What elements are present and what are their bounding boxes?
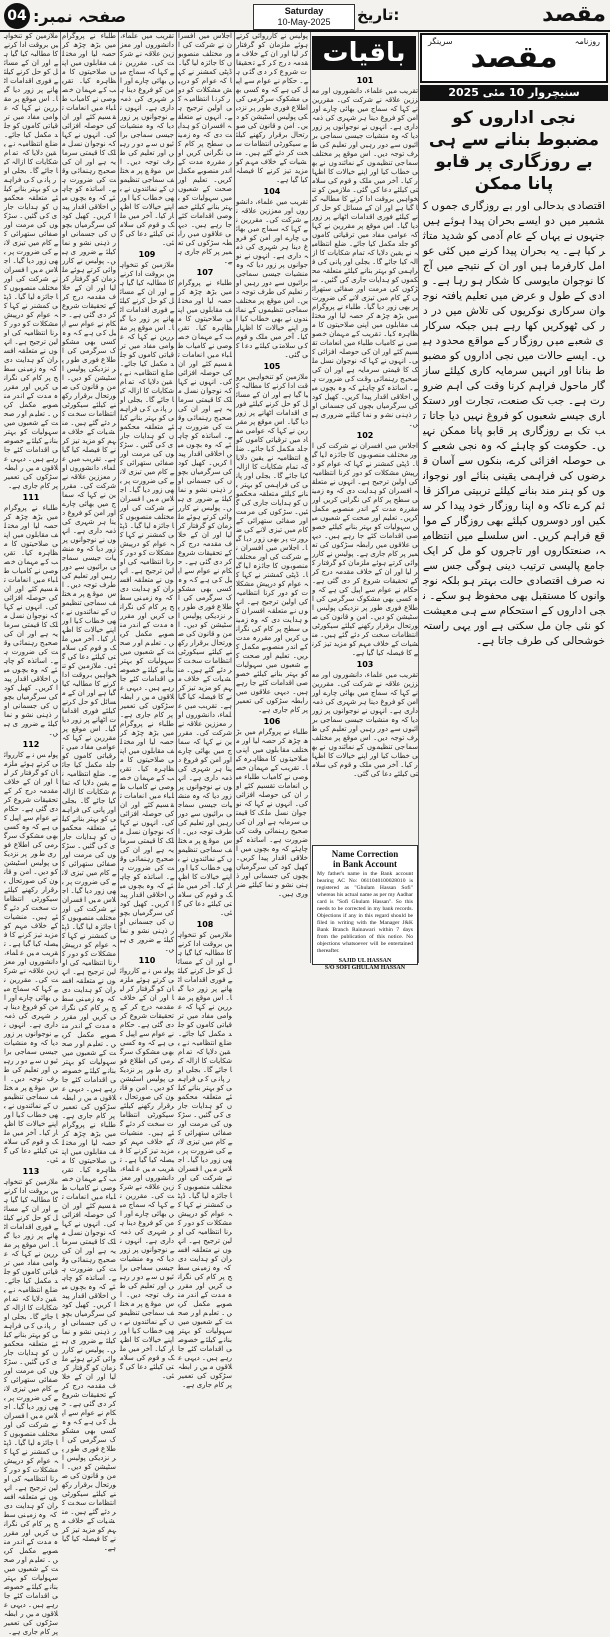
column-2-text-f: طلباء نے پروگرام میں بڑھ چڑھ کر حصہ لیا اور مختلف مقابلوں میں اپنی صلاحیتوں کا مظاہرہ کیا۔ تقریب کے مہمان خصوصی نے کامیاب طلباء میں انعامات تقسیم کئے اور ان کی حوصلہ افزائی کی۔ انہوں نے کہا کہ نوجوان نسل ملک کا قیمتی سرمایہ ہے اور ان کی صحیح رہنمائی وقت کی ضرورت ہے۔ اساتذہ کو چاہئے کہ وہ بچوں میں اخلاقی اقدار پیدا کریں۔ کھیل کود کی سرگرمیاں بچوں کی جسمانی اور ذہنی نشو و نما کیلئے ضروری ہیں۔ [62, 1121, 116, 1354]
section-106-number: 106 [263, 717, 281, 726]
column-5-text-c: ملازمین کو تنخواہیں بروقت ادا کرنے کا مطالبہ کیا گیا ہے اور ان کے مسائل کو حل کرنے کیلئے فوری اقدامات اٹھانے پر زور دیا گیا۔ اس موقع پر مقررین نے کہا کہ عوامی مفاد میں ترقیاتی کاموں کو جلد مکمل کیا جائے۔ ضلع انتظامیہ نے یقین دلایا کہ تمام شکایات کا ازالہ کیا جائے گا۔ بجلی اور پانی کی فراہمی کو بہتر بنانے کیلئے متعلقہ محکموں کو ہدایات جاری کی گئیں۔ سڑکوں کی مرمت اور صفائی ستھرائی کے کام میں تیزی لانے کی ضرورت پر بھی زور دیا گیا۔ [236, 373, 308, 552]
column-4-text: اجلاس میں افسران نے شرکت کی اور مختلف منصوبوں کا جائزہ لیا گیا۔ ڈپٹی کمشنر نے کہا کہ عوام کو درپیش مشکلات کو دور کرنا انتظامیہ کی اولین ترجیح ہے۔ انہوں نے متعلقہ افسران کو ہدایت دی کہ وہ زمینی سطح پر کام کی نگرانی کریں اور مقررہ مدت کے اندر منصوبے مکمل کریں۔ تعلیم اور صحت کے شعبوں میں سہولیات کو بہتر بنانے کیلئے خصوصی اقدامات کئے جا رہے ہیں۔ دیہی علاقوں میں رابطہ سڑکوں کی تعمیر پر کام جاری ہے۔ [178, 32, 232, 265]
page-number-label: صفحہ نمبر: [33, 6, 127, 26]
column-3 [120, 32, 174, 1380]
column-5-text-e: طلباء نے پروگرام میں بڑھ چڑھ کر حصہ لیا اور مختلف مقابلوں میں اپنی صلاحیتوں کا مظاہرہ کیا۔ تقریب کے مہمان خصوصی نے کامیاب طلباء میں انعامات تقسیم کئے اور ان کی حوصلہ افزائی کی۔ انہوں نے کہا کہ نوجوان نسل ملک کا قیمتی سرمایہ ہے اور ان کی صحیح رہنمائی وقت کی ضرورت ہے۔ اساتذہ کو چاہئے کہ وہ بچوں میں اخلاقی اقدار پیدا کریں۔ کھیل کود کی سرگرمیاں بچوں کی جسمانی اور ذہنی نشو و نما کیلئے ضروری ہیں۔ [236, 728, 308, 898]
name-correction-notice [312, 845, 418, 971]
column-1-text-e: ملازمین کو تنخواہیں بروقت ادا کرنے کا مطالبہ کیا گیا ہے اور ان کے مسائل کو حل کرنے کیلئے فوری اقدامات اٹھانے پر زور دیا گیا۔ اس موقع پر مقررین نے کہا کہ عوامی مفاد میں ترقیاتی کاموں کو جلد مکمل کیا جائے۔ ضلع انتظامیہ نے یقین دلایا کہ تمام شکایات کا ازالہ کیا جائے گا۔ بجلی اور پانی کی فراہمی کو بہتر بنانے کیلئے متعلقہ محکموں کو ہدایات جاری کی گئیں۔ سڑکوں کی مرمت اور صفائی ستھرائی کے کام میں تیزی لانے کی ضرورت پر بھی زور دیا گیا۔ [4, 1178, 58, 1411]
column-6-text-c: طلباء نے پروگرام میں بڑھ چڑھ کر حصہ لیا اور مختلف مقابلوں میں اپنی صلاحیتوں کا مظاہرہ کیا۔ تقریب کے مہمان خصوصی نے کامیاب طلباء میں انعامات تقسیم کئے اور ان کی حوصلہ افزائی کی۔ انہوں نے کہا کہ نوجوان نسل ملک کا قیمتی سرمایہ ہے اور ان کی صحیح رہنمائی وقت کی ضرورت ہے۔ اساتذہ کو چاہئے کہ وہ بچوں میں اخلاقی اقدار پیدا کریں۔ کھیل کود کی سرگرمیاں بچوں کی جسمانی اور ذہنی نشو و نما کیلئے ضروری ہیں۔ [312, 303, 418, 428]
section-105-number: 105 [263, 362, 281, 371]
column-1-text-f: اجلاس میں افسران نے شرکت کی اور مختلف منصوبوں کا جائزہ لیا گیا۔ ڈپٹی کمشنر نے کہا کہ عوام کو درپیش مشکلات کو دور کرنا انتظامیہ کی اولین ترجیح ہے۔ انہوں نے متعلقہ افسران کو ہدایت دی کہ وہ زمینی سطح پر کام کی نگرانی کریں اور مقررہ مدت کے اندر منصوبے مکمل کریں۔ تعلیم اور صحت کے شعبوں میں سہولیات کو بہتر بنانے کیلئے خصوصی اقدامات کئے جا رہے ہیں۔ دیہی علاقوں میں رابطہ سڑکوں کی تعمیر پر کام جاری ہے۔ [4, 1403, 58, 1636]
baqiyat-banner: باقیات [312, 36, 416, 70]
notice-signature-father: S/O SOFI GHULAM HASSAN [324, 965, 406, 971]
page-number-badge: 04 [4, 3, 30, 29]
column-4 [178, 32, 233, 1389]
notice-body: My father's name in the Bank account bearing AC No: 0611040100028010 is registered as "Ghulam Hassan Sofi" whereas his actual name as per my Aadhar card is "Sofi Ghulam Hassan". So this needs to be corrected in my bank records. Objections if any in this regard should be filed in writing with the Manager J&K Bank Branch Rainawari within 7 days from the publication of this notice. No objections whatsoever will be entertained thereafter. [317, 871, 413, 954]
column-5-text: پولیس نے کارروائی کرتے ہوئے ملزمان کو گرفتار کر لیا اور ان کے خلاف مقدمہ درج کر کے تحقیقات شروع کر دی گئی ہے۔ حکام نے عوام سے اپیل کی ہے کہ وہ کسی بھی مشکوک سرگرمی کی اطلاع فوری طور پر نزدیکی پولیس اسٹیشن کو دیں۔ امن و قانون کی صورتحال برقرار رکھنے کیلئے سیکورٹی انتظامات سخت کر دئے گئے ہیں۔ منشیات کے خلاف مہم کو مزید تیز کرنے کا فیصلہ کیا گیا ہے۔ [236, 32, 308, 184]
column-divider [118, 32, 119, 963]
editorial-section [420, 33, 608, 933]
editorial-name: مقصد [470, 40, 558, 75]
column-4-text-b: طلباء نے پروگرام میں بڑھ چڑھ کر حصہ لیا اور مختلف مقابلوں میں اپنی صلاحیتوں کا مظاہرہ کیا۔ تقریب کے مہمان خصوصی نے کامیاب طلباء میں انعامات تقسیم کئے اور ان کی حوصلہ افزائی کی۔ انہوں نے کہا کہ نوجوان نسل ملک کا قیمتی سرمایہ ہے اور ان کی صحیح رہنمائی وقت کی ضرورت ہے۔ اساتذہ کو چاہئے کہ وہ بچوں میں اخلاقی اقدار پیدا کریں۔ کھیل کود کی سرگرمیاں بچوں کی جسمانی اور ذہنی نشو و نما کیلئے ضروری ہیں۔ [178, 279, 232, 512]
column-6-text-d: اجلاس میں افسران نے شرکت کی اور مختلف منصوبوں کا جائزہ لیا گیا۔ ڈپٹی کمشنر نے کہا کہ عوام کو درپیش مشکلات کو دور کرنا انتظامیہ کی اولین ترجیح ہے۔ انہوں نے متعلقہ افسران کو ہدایت دی کہ وہ زمینی سطح پر کام کی نگرانی کریں اور مقررہ مدت کے اندر منصوبے مکمل کریں۔ تعلیم اور صحت کے شعبوں میں سہولیات کو بہتر بنانے کیلئے خصوصی اقدامات کئے جا رہے ہیں۔ دیہی علاقوں میں رابطہ سڑکوں کی تعمیر پر کام جاری ہے۔ [312, 442, 418, 558]
column-divider [234, 32, 235, 963]
column-6-text-f: تقریب میں علماء، دانشوروں اور معززین علاقہ نے شرکت کی۔ مقررین نے کہا کہ سماج میں بھائی چارے اور امن کو فروغ دینا ہر شہری کی ذمہ داری ہے۔ انہوں نے نوجوانوں پر زور دیا کہ وہ منشیات جیسی سماجی برائیوں سے دور رہیں اور تعلیم کی طرف توجہ دیں۔ اس موقع پر مختلف سماجی تنظیموں کے نمائندوں نے بھی خطاب کیا اور اپنے خیالات کا اظہار کیا۔ آخر میں ملک و قوم کی سلامتی کیلئے دعا کی گئی۔ [312, 671, 418, 778]
masthead: مقصد [542, 2, 606, 27]
date-box [253, 4, 355, 30]
date-label: تاریخ: [357, 6, 400, 24]
column-3-text-c: اجلاس میں افسران نے شرکت کی اور مختلف منصوبوں کا جائزہ لیا گیا۔ ڈپٹی کمشنر نے کہا کہ عوام کو درپیش مشکلات کو دور کرنا انتظامیہ کی اولین ترجیح ہے۔ انہوں نے متعلقہ افسران کو ہدایت دی کہ وہ زمینی سطح پر کام کی نگرانی کریں اور مقررہ مدت کے اندر منصوبے مکمل کریں۔ تعلیم اور صحت کے شعبوں میں سہولیات کو بہتر بنانے کیلئے خصوصی اقدامات کئے جا رہے ہیں۔ دیہی علاقوں میں رابطہ سڑکوں کی تعمیر پر کام جاری ہے۔ [120, 486, 174, 719]
column-3-text-f: تقریب میں علماء، دانشوروں اور معززین علاقہ نے شرکت کی۔ مقررین نے کہا کہ سماج میں بھائی چارے اور امن کو فروغ دینا ہر شہری کی ذمہ داری ہے۔ انہوں نے نوجوانوں پر زور دیا کہ وہ منشیات جیسی سماجی برائیوں سے دور رہیں اور تعلیم کی طرف توجہ دیں۔ اس موقع پر مختلف سماجی تنظیموں کے نمائندوں نے بھی خطاب کیا اور اپنے خیالات کا اظہار کیا۔ آخر میں ملک و قوم کی سلامتی کیلئے دعا کی گئی۔ [120, 1156, 174, 1380]
column-2-text: طلباء نے پروگرام میں بڑھ چڑھ کر حصہ لیا اور مختلف مقابلوں میں اپنی صلاحیتوں کا مظاہرہ کیا۔ تقریب کے مہمان خصوصی نے کامیاب طلباء میں انعامات تقسیم کئے اور ان کی حوصلہ افزائی کی۔ انہوں نے کہا کہ نوجوان نسل ملک کا قیمتی سرمایہ ہے اور ان کی صحیح رہنمائی وقت کی ضرورت ہے۔ اساتذہ کو چاہئے کہ وہ بچوں میں اخلاقی اقدار پیدا کریں۔ کھیل کود کی سرگرمیاں بچوں کی جسمانی اور ذہنی نشو و نما کیلئے ضروری ہیں۔ [62, 32, 116, 265]
notice-title-1: Name Correction [331, 849, 399, 859]
editorial-dateline: سنیچروار 10 مئی 2025 [420, 85, 608, 101]
column-6-text-b: ملازمین کو تنخواہیں بروقت ادا کرنے کا مطالبہ کیا گیا ہے اور ان کے مسائل کو حل کرنے کیلئے فوری اقدامات اٹھانے پر زور دیا گیا۔ اس موقع پر مقررین نے کہا کہ عوامی مفاد میں ترقیاتی کاموں کو جلد مکمل کیا جائے۔ ضلع انتظامیہ نے یقین دلایا کہ تمام شکایات کا ازالہ کیا جائے گا۔ بجلی اور پانی کی فراہمی کو بہتر بنانے کیلئے متعلقہ محکموں کو ہدایات جاری کی گئیں۔ سڑکوں کی مرمت اور صفائی ستھرائی کے کام میں تیزی لانے کی ضرورت پر بھی زور دیا گیا۔ [312, 186, 418, 311]
notice-title-2: in Bank Account [332, 859, 398, 869]
column-4-text-e: ملازمین کو تنخواہیں بروقت ادا کرنے کا مطالبہ کیا گیا ہے اور ان کے مسائل کو حل کرنے کیلئے فوری اقدامات اٹھانے پر زور دیا گیا۔ اس موقع پر مقررین نے کہا کہ عوامی مفاد میں ترقیاتی کاموں کو جلد مکمل کیا جائے۔ ضلع انتظامیہ نے یقین دلایا کہ تمام شکایات کا ازالہ کیا جائے گا۔ بجلی اور پانی کی فراہمی کو بہتر بنانے کیلئے متعلقہ محکموں کو ہدایات جاری کی گئیں۔ سڑکوں کی مرمت اور صفائی ستھرائی کے کام میں تیزی لانے کی ضرورت پر بھی زور دیا گیا۔ [178, 931, 232, 1164]
column-divider [60, 32, 61, 963]
editorial-headline: نجی اداروں کو مضبوط بنانے سے ہی بے روزگاری پر قابو پانا ممکن [428, 108, 600, 194]
column-2-text-c: تقریب میں علماء، دانشوروں اور معززین علاقہ نے شرکت کی۔ مقررین نے کہا کہ سماج میں بھائی چارے اور امن کو فروغ دینا ہر شہری کی ذمہ داری ہے۔ انہوں نے نوجوانوں پر زور دیا کہ وہ منشیات جیسی سماجی برائیوں سے دور رہیں اور تعلیم کی طرف توجہ دیں۔ اس موقع پر مختلف سماجی تنظیموں کے نمائندوں نے بھی خطاب کیا اور اپنے خیالات کا اظہار کیا۔ آخر میں ملک و قوم کی سلامتی کیلئے دعا کی گئی۔ [62, 455, 116, 670]
column-divider [418, 32, 419, 963]
column-6 [312, 74, 418, 841]
editorial-body: اقتصادی بدحالی اور بے روزگاری جموں کشمیر میں دو ایسے بحران پیدا ہوئے ہیں جنہوں نے یہاں کے عام آدمی کو شدید متاثر کیا ہے۔ یہ بحران پیدا کرنے میں کئی عوامل کارفرما ہیں اور ان کے نتیجے میں آج کا نوجوان مایوسی کا شکار ہو رہا ہے۔ وادی کے طول و عرض میں تعلیم یافتہ نوجوان سرکاری نوکریوں کی تلاش میں در در کی ٹھوکریں کھا رہے ہیں جبکہ سرکاری شعبے میں روزگار کے مواقع محدود ہیں۔ ایسے حالات میں نجی اداروں کو مضبوط بنانا اور انہیں سرمایہ کاری کیلئے ساز گار ماحول فراہم کرنا وقت کی اہم ضرورت ہے۔ جب تک صنعت، تجارت اور دستکاری جیسے شعبوں کو فروغ نہیں دیا جاتا تب تک بے روزگاری پر قابو پانا ممکن نہیں۔ حکومت کو چاہئے کہ وہ نجی شعبے کی حوصلہ افزائی کرے، بنکوں سے آسان قرضوں کی فراہمی یقینی بنائے اور نوجوانوں کو ہنر مند بنانے کیلئے تربیتی مراکز قائم کرے تاکہ وہ اپنا روزگار خود پیدا کر سکیں اور دوسروں کیلئے بھی روزگار کے مواقع فراہم کریں۔ اس سلسلے میں انتظامیہ، صنعتکاروں اور تاجروں کو مل کر ایک جامع پالیسی ترتیب دینی ہوگی جس سے نہ صرف اقتصادی حالت بہتر ہو بلکہ نوجوانوں کا مستقبل بھی محفوظ ہو سکے۔ نجی اداروں کے استحکام سے ہی معیشت کو نئی جان مل سکتی ہے اور یہی راستہ خوشحالی کی طرف جاتا ہے۔ [423, 200, 605, 647]
column-5-text-b: تقریب میں علماء، دانشوروں اور معززین علاقہ نے شرکت کی۔ مقررین نے کہا کہ سماج میں بھائی چارے اور امن کو فروغ دینا ہر شہری کی ذمہ داری ہے۔ انہوں نے نوجوانوں پر زور دیا کہ وہ منشیات جیسی سماجی برائیوں سے دور رہیں اور تعلیم کی طرف توجہ دیں۔ اس موقع پر مختلف سماجی تنظیموں کے نمائندوں نے بھی خطاب کیا اور اپنے خیالات کا اظہار کیا۔ آخر میں ملک و قوم کی سلامتی کیلئے دعا کی گئی۔ [236, 198, 308, 359]
section-102-number: 102 [356, 431, 374, 440]
column-divider [310, 32, 311, 963]
column-2-text-d: ملازمین کو تنخواہیں بروقت ادا کرنے کا مطالبہ کیا گیا ہے اور ان کے مسائل کو حل کرنے کیلئے فوری اقدامات اٹھانے پر زور دیا گیا۔ اس موقع پر مقررین نے کہا کہ عوامی مفاد میں ترقیاتی کاموں کو جلد مکمل کیا جائے۔ ضلع انتظامیہ نے یقین دلایا کہ تمام شکایات کا ازالہ کیا جائے گا۔ بجلی اور پانی کی فراہمی کو بہتر بنانے کیلئے متعلقہ محکموں کو ہدایات جاری کی گئیں۔ سڑکوں کی مرمت اور صفائی ستھرائی کے کام میں تیزی لانے کی ضرورت پر بھی زور دیا گیا۔ [62, 662, 116, 895]
column-1-text-c: پولیس نے کارروائی کرتے ہوئے ملزمان کو گرفتار کر لیا اور ان کے خلاف مقدمہ درج کر کے تحقیقات شروع کر دی گئی ہے۔ حکام نے عوام سے اپیل کی ہے کہ وہ کسی بھی مشکوک سرگرمی کی اطلاع فوری طور پر نزدیکی پولیس اسٹیشن کو دیں۔ امن و قانون کی صورتحال برقرار رکھنے کیلئے سیکورٹی انتظامات سخت کر دئے گئے ہیں۔ منشیات کے خلاف مہم کو مزید تیز کرنے کا فیصلہ کیا گیا ہے۔ [4, 751, 58, 948]
column-2 [62, 32, 117, 1552]
page-number-block [4, 3, 126, 29]
column-1-text-b: طلباء نے پروگرام میں بڑھ چڑھ کر حصہ لیا اور مختلف مقابلوں میں اپنی صلاحیتوں کا مظاہرہ کیا۔ تقریب کے مہمان خصوصی نے کامیاب طلباء میں انعامات تقسیم کئے اور ان کی حوصلہ افزائی کی۔ انہوں نے کہا کہ نوجوان نسل ملک کا قیمتی سرمایہ ہے اور ان کی صحیح رہنمائی وقت کی ضرورت ہے۔ اساتذہ کو چاہئے کہ وہ بچوں میں اخلاقی اقدار پیدا کریں۔ کھیل کود کی سرگرمیاں بچوں کی جسمانی اور ذہنی نشو و نما کیلئے ضروری ہیں۔ [4, 504, 58, 737]
column-6-text-e: پولیس نے کارروائی کرتے ہوئے ملزمان کو گرفتار کر لیا اور ان کے خلاف مقدمہ درج کر کے تحقیقات شروع کر دی گئی ہے۔ حکام نے عوام سے اپیل کی ہے کہ وہ کسی بھی مشکوک سرگرمی کی اطلاع فوری طور پر نزدیکی پولیس اسٹیشن کو دیں۔ امن و قانون کی صورتحال برقرار رکھنے کیلئے سیکورٹی انتظامات سخت کر دئے گئے ہیں۔ منشیات کے خلاف مہم کو مزید تیز کرنے کا فیصلہ کیا گیا ہے۔ [312, 550, 418, 657]
column-6-text: تقریب میں علماء، دانشوروں اور معززین علاقہ نے شرکت کی۔ مقررین نے کہا کہ سماج میں بھائی چارے اور امن کو فروغ دینا ہر شہری کی ذمہ داری ہے۔ انہوں نے نوجوانوں پر زور دیا کہ وہ منشیات جیسی سماجی برائیوں سے دور رہیں اور تعلیم کی طرف توجہ دیں۔ اس موقع پر مختلف سماجی تنظیموں کے نمائندوں نے بھی خطاب کیا اور اپنے خیالات کا اظہار کیا۔ آخر میں ملک و قوم کی سلامتی کیلئے دعا کی گئی۔ [312, 87, 418, 194]
column-2-text-b: پولیس نے کارروائی کرتے ہوئے ملزمان کو گرفتار کر لیا اور ان کے خلاف مقدمہ درج کر کے تحقیقات شروع کر دی گئی ہے۔ حکام نے عوام سے اپیل کی ہے کہ وہ کسی بھی مشکوک سرگرمی کی اطلاع فوری طور پر نزدیکی پولیس اسٹیشن کو دیں۔ امن و قانون کی صورتحال برقرار رکھنے کیلئے سیکورٹی انتظامات سخت کر دئے گئے ہیں۔ منشیات کے خلاف مہم کو مزید تیز کرنے کا فیصلہ کیا گیا ہے۔ [62, 257, 117, 463]
section-104-number: 104 [263, 187, 281, 196]
date-day: Saturday [284, 6, 324, 16]
date-value: 10-May-2025 [277, 17, 331, 27]
section-111-number: 111 [22, 493, 40, 502]
section-109-number: 109 [138, 250, 156, 259]
column-divider [176, 32, 177, 963]
column-2-text-e: اجلاس میں افسران نے شرکت کی اور مختلف منصوبوں کا جائزہ لیا گیا۔ ڈپٹی کمشنر نے کہا کہ عوام کو درپیش مشکلات کو دور کرنا انتظامیہ کی اولین ترجیح ہے۔ انہوں نے متعلقہ افسران کو ہدایت دی کہ وہ زمینی سطح پر کام کی نگرانی کریں اور مقررہ مدت کے اندر منصوبے مکمل کریں۔ تعلیم اور صحت کے شعبوں میں سہولیات کو بہتر بنانے کیلئے خصوصی اقدامات کئے جا رہے ہیں۔ دیہی علاقوں میں رابطہ سڑکوں کی تعمیر پر کام جاری ہے۔ [62, 887, 116, 1120]
section-112-number: 112 [22, 740, 40, 749]
section-113-number: 113 [22, 1167, 40, 1176]
column-3-text-e: پولیس نے کارروائی کرتے ہوئے ملزمان کو گرفتار کر لیا اور ان کے خلاف مقدمہ درج کر کے تحقیقات شروع کر دی گئی ہے۔ حکام نے عوام سے اپیل کی ہے کہ وہ کسی بھی مشکوک سرگرمی کی اطلاع فوری طور پر نزدیکی پولیس اسٹیشن کو دیں۔ امن و قانون کی صورتحال برقرار رکھنے کیلئے سیکورٹی انتظامات سخت کر دئے گئے ہیں۔ منشیات کے خلاف مہم کو مزید تیز کرنے کا فیصلہ کیا گیا ہے۔ [120, 967, 174, 1164]
column-1 [4, 32, 58, 1636]
column-5-text-d: اجلاس میں افسران نے شرکت کی اور مختلف منصوبوں کا جائزہ لیا گیا۔ ڈپٹی کمشنر نے کہا کہ عوام کو درپیش مشکلات کو دور کرنا انتظامیہ کی اولین ترجیح ہے۔ انہوں نے متعلقہ افسران کو ہدایت دی کہ وہ زمینی سطح پر کام کی نگرانی کریں اور مقررہ مدت کے اندر منصوبے مکمل کریں۔ تعلیم اور صحت کے شعبوں میں سہولیات کو بہتر بنانے کیلئے خصوصی اقدامات کئے جا رہے ہیں۔ دیہی علاقوں میں رابطہ سڑکوں کی تعمیر پر کام جاری ہے۔ [236, 544, 308, 714]
section-108-number: 108 [196, 920, 214, 929]
section-110-number: 110 [138, 956, 156, 965]
column-1-text-d: تقریب میں علماء، دانشوروں اور معززین علاقہ نے شرکت کی۔ مقررین نے کہا کہ سماج میں بھائی چارے اور امن کو فروغ دینا ہر شہری کی ذمہ داری ہے۔ انہوں نے نوجوانوں پر زور دیا کہ وہ منشیات جیسی سماجی برائیوں سے دور رہیں اور تعلیم کی طرف توجہ دیں۔ اس موقع پر مختلف سماجی تنظیموں کے نمائندوں نے بھی خطاب کیا اور اپنے خیالات کا اظہار کیا۔ آخر میں ملک و قوم کی سلامتی کیلئے دعا کی گئی۔ [4, 940, 58, 1164]
editorial-masthead [420, 33, 608, 83]
column-3-text-d: طلباء نے پروگرام میں بڑھ چڑھ کر حصہ لیا اور مختلف مقابلوں میں اپنی صلاحیتوں کا مظاہرہ کیا۔ تقریب کے مہمان خصوصی نے کامیاب طلباء میں انعامات تقسیم کئے اور ان کی حوصلہ افزائی کی۔ انہوں نے کہا کہ نوجوان نسل ملک کا قیمتی سرمایہ ہے اور ان کی صحیح رہنمائی وقت کی ضرورت ہے۔ اساتذہ کو چاہئے کہ وہ بچوں میں اخلاقی اقدار پیدا کریں۔ کھیل کود کی سرگرمیاں بچوں کی جسمانی اور ذہنی نشو و نما کیلئے ضروری ہیں۔ [120, 720, 174, 953]
editorial-label-right: روزنامہ [574, 37, 600, 46]
column-4-text-c: پولیس نے کارروائی کرتے ہوئے ملزمان کو گرفتار کر لیا اور ان کے خلاف مقدمہ درج کر کے تحقیقات شروع کر دی گئی ہے۔ حکام نے عوام سے اپیل کی ہے کہ وہ کسی بھی مشکوک سرگرمی کی اطلاع فوری طور پر نزدیکی پولیس اسٹیشن کو دیں۔ امن و قانون کی صورتحال برقرار رکھنے کیلئے سیکورٹی انتظامات سخت کر دئے گئے ہیں۔ منشیات کے خلاف مہم کو مزید تیز کرنے کا فیصلہ کیا گیا ہے۔ [178, 504, 233, 710]
column-3-text-b: ملازمین کو تنخواہیں بروقت ادا کرنے کا مطالبہ کیا گیا ہے اور ان کے مسائل کو حل کرنے کیلئے فوری اقدامات اٹھانے پر زور دیا گیا۔ اس موقع پر مقررین نے کہا کہ عوامی مفاد میں ترقیاتی کاموں کو جلد مکمل کیا جائے۔ ضلع انتظامیہ نے یقین دلایا کہ تمام شکایات کا ازالہ کیا جائے گا۔ بجلی اور پانی کی فراہمی کو بہتر بنانے کیلئے متعلقہ محکموں کو ہدایات جاری کی گئیں۔ سڑکوں کی مرمت اور صفائی ستھرائی کے کام میں تیزی لانے کی ضرورت پر بھی زور دیا گیا۔ [120, 261, 174, 494]
section-107-number: 107 [196, 268, 214, 277]
column-3-text: تقریب میں علماء، دانشوروں اور معززین علاقہ نے شرکت کی۔ مقررین نے کہا کہ سماج میں بھائی چارے اور امن کو فروغ دینا ہر شہری کی ذمہ داری ہے۔ انہوں نے نوجوانوں پر زور دیا کہ وہ منشیات جیسی سماجی برائیوں سے دور رہیں اور تعلیم کی طرف توجہ دیں۔ اس موقع پر مختلف سماجی تنظیموں کے نمائندوں نے بھی خطاب کیا اور اپنے خیالات کا اظہار کیا۔ آخر میں ملک و قوم کی سلامتی کیلئے دعا کی گئی۔ [120, 32, 174, 247]
column-1-text-repeat: اجلاس میں افسران نے شرکت کی اور مختلف منصوبوں کا جائزہ لیا گیا۔ ڈپٹی کمشنر نے کہا کہ عوام کو درپیش مشکلات کو دور کرنا انتظامیہ کی اولین ترجیح ہے۔ انہوں نے متعلقہ افسران کو ہدایت دی کہ وہ زمینی سطح پر کام کی نگرانی کریں اور مقررہ مدت کے اندر منصوبے مکمل کریں۔ تعلیم اور صحت کے شعبوں میں سہولیات کو بہتر بنانے کیلئے خصوصی اقدامات کئے جا رہے ہیں۔ دیہی علاقوں میں رابطہ سڑکوں کی تعمیر پر کام جاری ہے۔ [4, 257, 58, 490]
column-4-text-f: اجلاس میں افسران نے شرکت کی اور مختلف منصوبوں کا جائزہ لیا گیا۔ ڈپٹی کمشنر نے کہا کہ عوام کو درپیش مشکلات کو دور کرنا انتظامیہ کی اولین ترجیح ہے۔ انہوں نے متعلقہ افسران کو ہدایت دی کہ وہ زمینی سطح پر کام کی نگرانی کریں اور مقررہ مدت کے اندر منصوبے مکمل کریں۔ تعلیم اور صحت کے شعبوں میں سہولیات کو بہتر بنانے کیلئے خصوصی اقدامات کئے جا رہے ہیں۔ دیہی علاقوں میں رابطہ سڑکوں کی تعمیر پر کام جاری ہے۔ [178, 1156, 232, 1389]
column-1-text: ملازمین کو تنخواہیں بروقت ادا کرنے کا مطالبہ کیا گیا ہے اور ان کے مسائل کو حل کرنے کیلئے فوری اقدامات اٹھانے پر زور دیا گیا۔ اس موقع پر مقررین نے کہا کہ عوامی مفاد میں ترقیاتی کاموں کو جلد مکمل کیا جائے۔ ضلع انتظامیہ نے یقین دلایا کہ تمام شکایات کا ازالہ کیا جائے گا۔ بجلی اور پانی کی فراہمی کو بہتر بنانے کیلئے متعلقہ محکموں کو ہدایات جاری کی گئیں۔ سڑکوں کی مرمت اور صفائی ستھرائی کے کام میں تیزی لانے کی ضرورت پر بھی زور دیا گیا۔ [4, 32, 58, 265]
column-5 [236, 32, 308, 963]
editorial-label-left: سرینگر [428, 37, 453, 46]
section-103-number: 103 [356, 660, 374, 669]
section-101-number: 101 [356, 76, 374, 85]
column-4-text-d: تقریب میں علماء، دانشوروں اور معززین علاقہ نے شرکت کی۔ مقررین نے کہا کہ سماج میں بھائی چارے اور امن کو فروغ دینا ہر شہری کی ذمہ داری ہے۔ انہوں نے نوجوانوں پر زور دیا کہ وہ منشیات جیسی سماجی برائیوں سے دور رہیں اور تعلیم کی طرف توجہ دیں۔ اس موقع پر مختلف سماجی تنظیموں کے نمائندوں نے بھی خطاب کیا اور اپنے خیالات کا اظہار کیا۔ آخر میں ملک و قوم کی سلامتی کیلئے دعا کی گئی۔ [178, 702, 232, 917]
notice-signature-name: SAJID UL HASSAN [338, 958, 392, 964]
column-2-text-g: پولیس نے کارروائی کرتے ہوئے ملزمان کو گرفتار کر لیا اور ان کے خلاف مقدمہ درج کر کے تحقیقات شروع کر دی گئی ہے۔ حکام نے عوام سے اپیل کی ہے کہ وہ کسی بھی مشکوک سرگرمی کی اطلاع فوری طور پر نزدیکی پولیس اسٹیشن کو دیں۔ امن و قانون کی صورتحال برقرار رکھنے کیلئے سیکورٹی انتظامات سخت کر دئے گئے ہیں۔ منشیات کے خلاف مہم کو مزید تیز کرنے کا فیصلہ کیا گیا ہے۔ [62, 1346, 116, 1552]
